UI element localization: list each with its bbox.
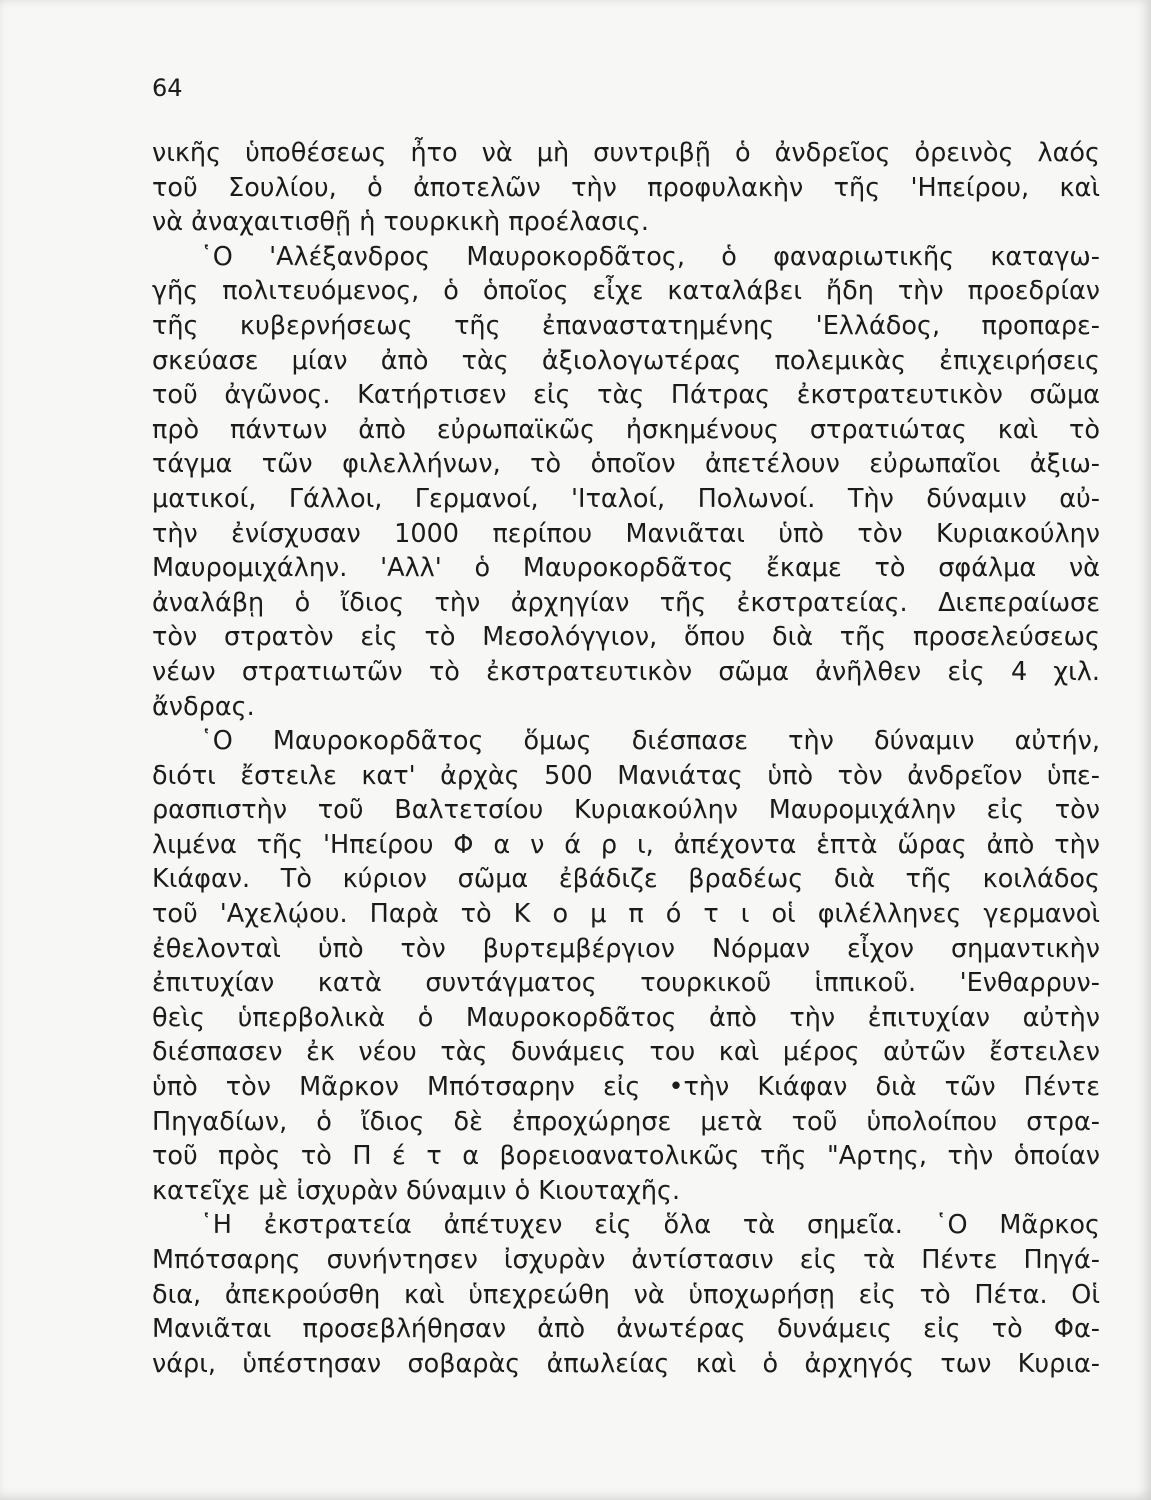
text-line: Μανιᾶται προσεβλήθησαν ἀπὸ ἀνωτέρας δυνάμεις εἰς τὸ Φα- xyxy=(152,1314,1100,1345)
text-line: νέων στρατιωτῶν τὸ ἐκστρατευτικὸν σῶμα ἀνῆλθεν εἰς 4 χιλ. xyxy=(152,656,1100,687)
text-line: Μπότσαρης συνήντησεν ἰσχυρὰν ἀντίστασιν εἰς τὰ Πέντε Πηγά- xyxy=(152,1245,1100,1275)
text-line: τὴν ἐνίσχυσαν 1000 περίπου Μανιᾶται ὑπὸ τὸν Κυριακούλην xyxy=(152,518,1100,549)
text-line: ρασπιστὴν τοῦ Βαλτετσίου Κυριακούλην Μαυρομιχάλην εἰς τὸν xyxy=(152,795,1100,826)
text-line: ῾Η ἐκστρατεία ἀπέτυχεν εἰς ὅλα τὰ σημεῖα. ῾Ο Μᾶρκος xyxy=(200,1210,1100,1241)
text-line: θεὶς ὑπερβολικὰ ὁ Μαυροκορδᾶτος ἀπὸ τὴν ἐπιτυχίαν αὐτὴν xyxy=(152,1002,1100,1033)
text-line: γῆς πολιτευόμενος, ὁ ὁποῖος εἶχε καταλάβει ἤδη τὴν προεδρίαν xyxy=(152,276,1100,307)
text-line: ἀναλάβῃ ὁ ἴδιος τὴν ἀρχηγίαν τῆς ἐκστρατείας. Διεπεραίωσε xyxy=(152,587,1100,618)
text-line: τοῦ πρὸς τὸ Π έ τ α βορειοανατολικῶς τῆς "Αρτης, τὴν ὁποίαν xyxy=(152,1141,1100,1172)
text-line: λιμένα τῆς 'Ηπείρου Φ α ν ά ρ ι, ἀπέχοντα ἑπτὰ ὥρας ἀπὸ τὴν xyxy=(152,829,1100,860)
text-line: ἄνδρας. xyxy=(152,691,255,722)
text-line: διότι ἔστειλε κατ' ἀρχὰς 500 Μανιάτας ὑπὸ τὸν ἀνδρεῖον ὑπε- xyxy=(152,760,1100,791)
text-line: Πηγαδίων, ὁ ἴδιος δὲ ἐπροχώρησε μετὰ τοῦ ὑπολοίπου στρα- xyxy=(152,1106,1100,1137)
text-line: Κιάφαν. Τὸ κύριον σῶμα ἐβάδιζε βραδέως διὰ τῆς κοιλάδος xyxy=(152,864,1100,895)
text-line: πρὸ πάντων ἀπὸ εὐρωπαϊκῶς ἠσκημένους στρατιώτας καὶ τὸ xyxy=(152,414,1100,445)
text-line: ῾Ο Μαυροκορδᾶτος ὅμως διέσπασε τὴν δύναμιν αὐτήν, xyxy=(200,726,1100,757)
text-line: δια, ἀπεκρούσθη καὶ ὑπεχρεώθη νὰ ὑποχωρήσῃ εἰς τὸ Πέτα. Οἱ xyxy=(152,1279,1100,1310)
text-line: τῆς κυβερνήσεως τῆς ἐπαναστατημένης 'Ελλάδος, προπαρε- xyxy=(152,310,1100,341)
page-number: 64 xyxy=(152,74,183,102)
text-line: τοῦ Σουλίου, ὁ ἀποτελῶν τὴν προφυλακὴν τῆς 'Ηπείρου, καὶ xyxy=(152,172,1100,203)
text-line: τάγμα τῶν φιλελλήνων, τὸ ὁποῖον ἀπετέλουν εὐρωπαῖοι ἀξιω- xyxy=(152,449,1100,480)
text-line: Μαυρομιχάλην. 'Αλλ' ὁ Μαυροκορδᾶτος ἔκαμε τὸ σφάλμα νὰ xyxy=(152,553,1100,584)
text-line: ῾Ο 'Αλέξανδρος Μαυροκορδᾶτος, ὁ φαναριωτικῆς καταγω- xyxy=(200,241,1100,272)
text-line: κατεῖχε μὲ ἰσχυρὰν δύναμιν ὁ Κιουταχῆς. xyxy=(152,1175,681,1206)
text-line: διέσπασεν ἐκ νέου τὰς δυνάμεις του καὶ μέρος αὐτῶν ἔστειλεν xyxy=(152,1037,1100,1068)
body-text xyxy=(152,136,1100,1381)
text-line: ἐθελονταὶ ὑπὸ τὸν βυρτεμβέργιον Νόρμαν εἶχον σημαντικὴν xyxy=(152,933,1100,964)
text-line: ματικοί, Γάλλοι, Γερμανοί, 'Ιταλοί, Πολωνοί. Τὴν δύναμιν αὐ- xyxy=(152,483,1100,514)
text-line: ἐπιτυχίαν κατὰ συντάγματος τουρκικοῦ ἱππικοῦ. 'Ενθαρρυν- xyxy=(152,968,1100,999)
text-line: τοῦ ἀγῶνος. Κατήρτισεν εἰς τὰς Πάτρας ἐκστρατευτικὸν σῶμα xyxy=(152,380,1100,411)
text-line: τοῦ 'Αχελῴου. Παρὰ τὸ Κ ο μ π ό τ ι οἱ φιλέλληνες γερμανοὶ xyxy=(152,899,1100,930)
text-line: νικῆς ὑποθέσεως ἦτο νὰ μὴ συντριβῇ ὁ ἀνδρεῖος ὀρεινὸς λαός xyxy=(152,138,1100,168)
text-line: σκεύασε μίαν ἀπὸ τὰς ἀξιολογωτέρας πολεμικὰς ἐπιχειρήσεις xyxy=(152,345,1100,376)
text-line: νὰ ἀναχαιτισθῇ ἡ τουρκικὴ προέλασις. xyxy=(152,207,650,238)
text-line: ὑπὸ τὸν Μᾶρκον Μπότσαρην εἰς •τὴν Κιάφαν διὰ τῶν Πέντε xyxy=(152,1072,1100,1103)
text-line: νάρι, ὑπέστησαν σοβαρὰς ἀπωλείας καὶ ὁ ἀρχηγός των Κυρια- xyxy=(152,1348,1100,1379)
text-line: τὸν στρατὸν εἰς τὸ Μεσολόγγιον, ὅπου διὰ τῆς προσελεύσεως xyxy=(152,622,1100,653)
